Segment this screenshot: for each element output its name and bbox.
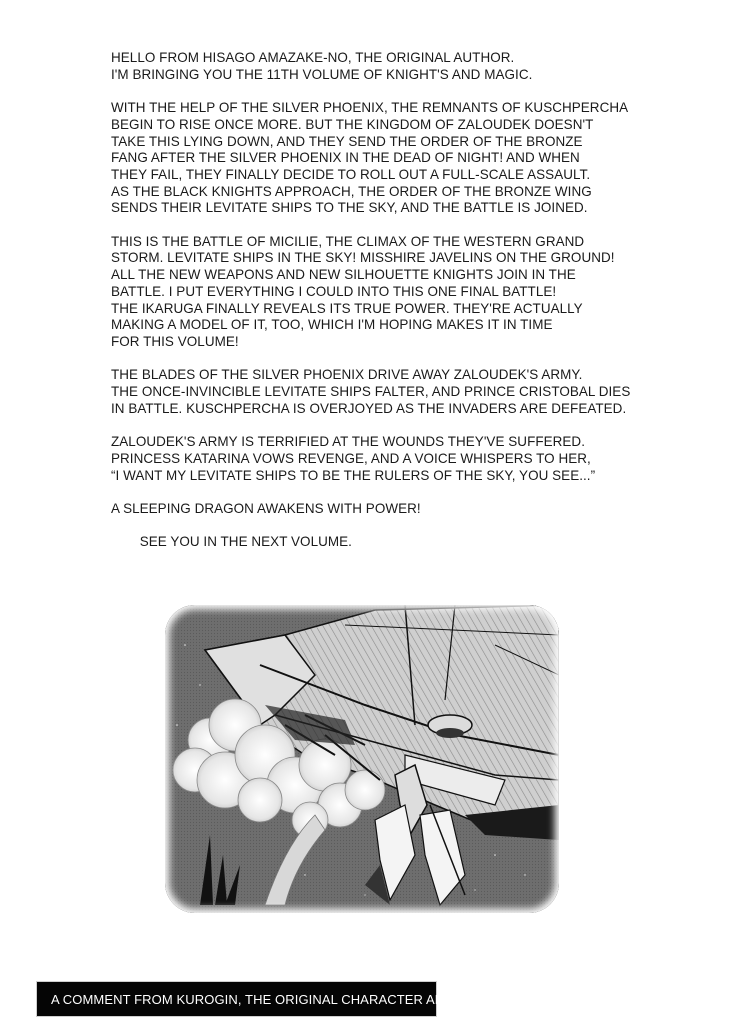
text-line: FOR THIS VOLUME! — [111, 333, 239, 349]
text-line: “I WANT MY LEVITATE SHIPS TO BE THE RULERS OF THE SKY, YOU SEE...” — [111, 467, 596, 483]
paragraph-battle — [111, 234, 616, 351]
text-line: THEY FAIL, THEY FINALLY DECIDE TO ROLL OUT A FULL-SCALE ASSAULT. — [111, 166, 591, 182]
text-line: A SLEEPING DRAGON AWAKENS WITH POWER! — [111, 500, 421, 516]
text-line: STORM. LEVITATE SHIPS IN THE SKY! MISSHIRE JAVELINS ON THE GROUND! — [111, 250, 615, 266]
text-line: HELLO FROM HISAGO AMAZAKE-NO, THE ORIGINAL AUTHOR. — [111, 50, 515, 65]
text-line: I'M BRINGING YOU THE 11TH VOLUME OF KNIGHT'S AND MAGIC. — [111, 66, 533, 82]
paragraph-victory — [111, 367, 631, 417]
text-line: WITH THE HELP OF THE SILVER PHOENIX, THE REMNANTS OF KUSCHPERCHA — [111, 100, 629, 116]
paragraph-revenge — [111, 434, 616, 484]
manga-illustration — [165, 605, 559, 913]
text-line: THIS IS THE BATTLE OF MICILIE, THE CLIMAX OF THE WESTERN GRAND — [111, 233, 585, 249]
paragraph-greeting — [111, 50, 616, 83]
text-line: BEGIN TO RISE ONCE MORE. BUT THE KINGDOM OF ZALOUDEK DOESN'T — [111, 116, 594, 132]
text-line: FANG AFTER THE SILVER PHOENIX IN THE DEAD OF NIGHT! AND WHEN — [111, 150, 580, 166]
text-line: PRINCESS KATARINA VOWS REVENGE, AND A VOICE WHISPERS TO HER, — [111, 450, 591, 466]
text-line: MAKING A MODEL OF IT, TOO, WHICH I'M HOPING MAKES IT IN TIME — [111, 317, 553, 333]
text-line: THE ONCE-INVINCIBLE LEVITATE SHIPS FALTER, AND PRINCE CRISTOBAL DIES — [111, 384, 631, 400]
text-line: ALL THE NEW WEAPONS AND NEW SILHOUETTE KNIGHTS JOIN IN THE — [111, 267, 576, 283]
signoff: SEE YOU IN THE NEXT VOLUME. — [139, 534, 352, 550]
author-afterword — [111, 50, 631, 568]
banner-label: A COMMENT FROM KUROGIN, THE ORIGINAL CHARACTER ARTIST — [51, 991, 473, 1007]
text-line: THE IKARUGA FINALLY REVEALS ITS TRUE POWER. THEY'RE ACTUALLY — [111, 300, 583, 316]
text-line: SENDS THEIR LEVITATE SHIPS TO THE SKY, AND THE BATTLE IS JOINED. — [111, 200, 588, 216]
paragraph-story-setup — [111, 100, 629, 217]
text-line: TAKE THIS LYING DOWN, AND THEY SEND THE ORDER OF THE BRONZE — [111, 133, 583, 149]
text-line: ZALOUDEK'S ARMY IS TERRIFIED AT THE WOUNDS THEY'VE SUFFERED. — [111, 434, 585, 450]
paragraph-teaser — [111, 501, 616, 518]
text-line: AS THE BLACK KNIGHTS APPROACH, THE ORDER OF THE BRONZE WING — [111, 183, 592, 199]
artist-comment-banner — [36, 981, 473, 1017]
text-line: THE BLADES OF THE SILVER PHOENIX DRIVE AWAY ZALOUDEK'S ARMY. — [111, 367, 583, 383]
text-line: IN BATTLE. KUSCHPERCHA IS OVERJOYED AS THE INVADERS ARE DEFEATED. — [111, 400, 627, 416]
levitate-ship-battle-illustration — [165, 605, 559, 913]
text-line: BATTLE. I PUT EVERYTHING I COULD INTO THIS ONE FINAL BATTLE! — [111, 283, 557, 299]
